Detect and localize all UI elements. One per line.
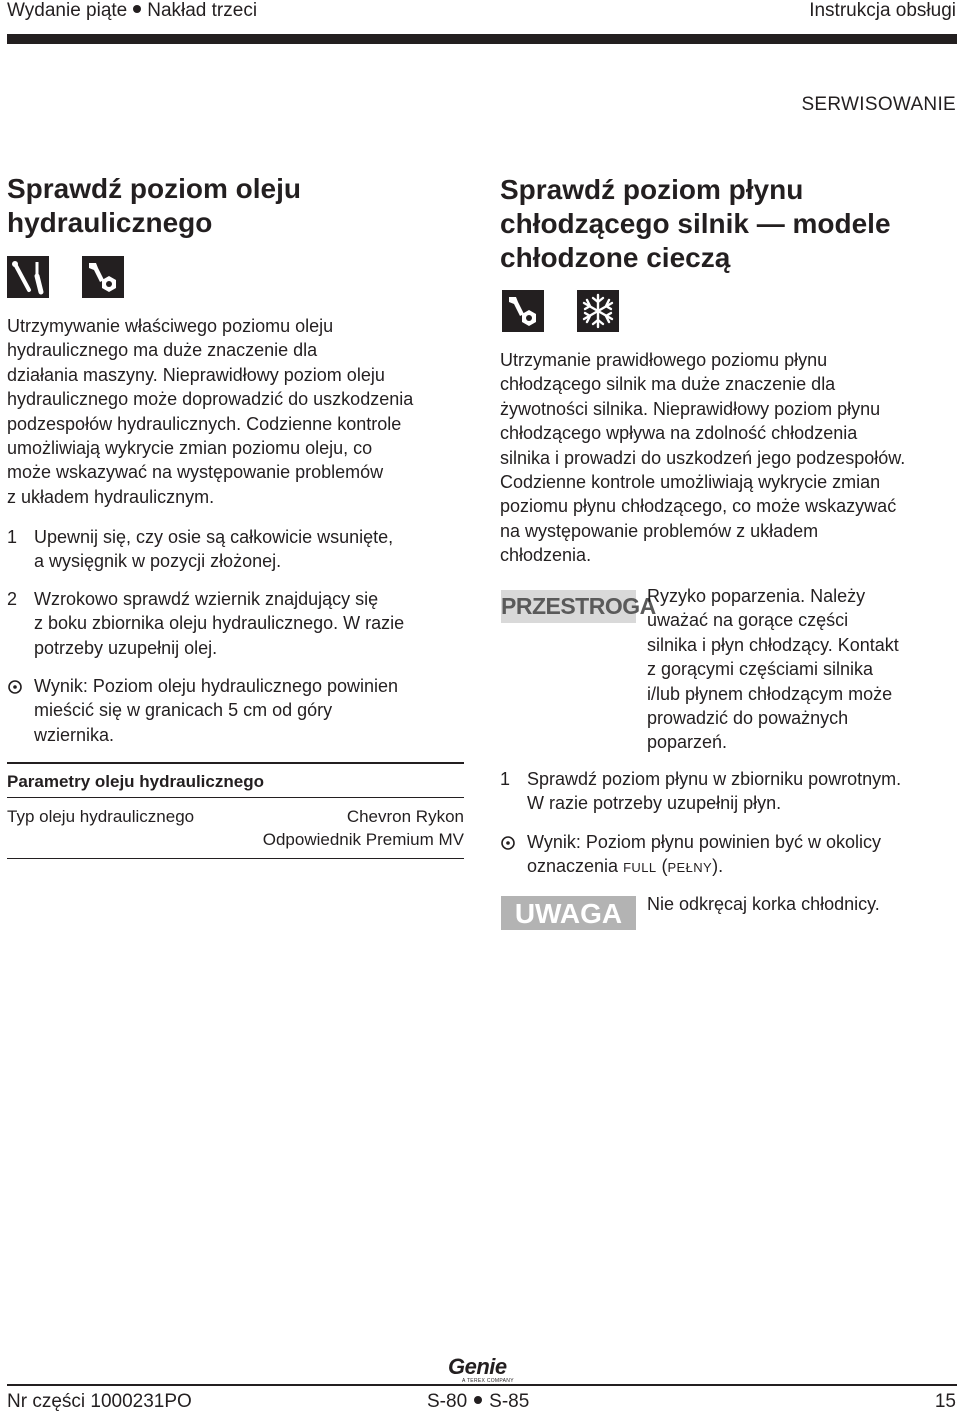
result-icon xyxy=(500,833,516,857)
edition-text: Wydanie piąte xyxy=(7,0,128,21)
intro-line: silnika i prowadzi do uszkodzeń jego podzespołów. xyxy=(500,447,906,468)
footer-models xyxy=(427,1391,529,1413)
model-text: S-85 xyxy=(489,1391,530,1412)
right-title-line: chłodzone cieczą xyxy=(500,242,731,273)
full-mark: FULL xyxy=(623,860,657,876)
step-line: Upewnij się, czy osie są całkowicie wsunięte, xyxy=(34,527,394,547)
intro-line: podzespołów hydraulicznych. Codzienne kontrole xyxy=(7,413,402,434)
intro-line: żywotności silnika. Nieprawidłowy poziom płynu xyxy=(500,398,881,419)
bullet-icon xyxy=(474,1396,482,1404)
result-line xyxy=(527,854,959,880)
table-row-label: Typ oleju hydraulicznego xyxy=(7,807,195,826)
intro-line: Utrzymywanie właściwego poziomu oleju xyxy=(7,316,334,336)
step-number: 2 xyxy=(7,589,18,609)
table-row-value xyxy=(214,805,464,851)
genie-logo xyxy=(448,1356,518,1386)
notice-text: Nie odkręcaj korka chłodnicy. xyxy=(647,894,880,914)
left-step-1 xyxy=(7,525,477,574)
step-line: Wzrokowo sprawdź wziernik znajdujący się xyxy=(34,589,379,609)
wrench-nut-icon xyxy=(82,256,124,298)
table-top-rule xyxy=(7,762,464,764)
intro-line: może wskazywać na występowanie problemów xyxy=(7,462,384,483)
pelny-mark: PEŁNY xyxy=(667,860,713,876)
result-line: wziernika. xyxy=(34,724,115,745)
caution-line: i/lub płynem chłodzącym może xyxy=(647,683,893,704)
step-line: potrzeby uzupełnij olej. xyxy=(34,637,218,658)
left-intro xyxy=(7,314,477,509)
result-line: Wynik: Poziom płynu powinien być w okolicy xyxy=(527,832,881,852)
right-intro xyxy=(500,348,960,568)
table-value-line: Odpowiednik Premium MV xyxy=(262,830,464,849)
print-text: Nakład trzeci xyxy=(147,0,258,21)
bullet-icon xyxy=(133,5,141,13)
step-number: 1 xyxy=(7,527,18,547)
left-result xyxy=(7,674,477,747)
intro-line: chłodzącego wpływa na zdolność chłodzenia xyxy=(500,423,858,444)
page-number: 15 xyxy=(934,1391,956,1412)
step-line: a wysięgnik w pozycji złożonej. xyxy=(34,551,282,572)
header-rule xyxy=(7,34,957,44)
table-bottom-rule xyxy=(7,858,464,859)
intro-line: poziomu płynu chłodzącego, co może wskazywać xyxy=(500,496,897,517)
table-value-line: Chevron Rykon xyxy=(346,807,464,826)
step-line: W razie potrzeby uzupełnij płyn. xyxy=(527,793,782,814)
result-text: ). xyxy=(712,856,724,877)
model-text: S-80 xyxy=(427,1391,468,1412)
table-title: Parametry oleju hydraulicznego xyxy=(7,772,264,791)
result-line: Wynik: Poziom oleju hydraulicznego powinien xyxy=(34,676,399,696)
snowflake-icon xyxy=(577,290,619,332)
intro-line: chłodzącego silnik ma duże znaczenie dla xyxy=(500,374,836,395)
right-title-line: Sprawdź poziom płynu xyxy=(500,174,804,205)
intro-line: działania maszyny. Nieprawidłowy poziom oleju xyxy=(7,364,385,385)
intro-line: hydraulicznego ma duże znaczenie dla xyxy=(7,340,318,361)
intro-line: z układem hydraulicznym. xyxy=(7,486,215,507)
caution-line: uważać na gorące części xyxy=(647,610,849,631)
left-title-line: hydraulicznego xyxy=(7,207,213,238)
left-title-line: Sprawdź poziom oleju xyxy=(7,173,302,204)
step-number: 1 xyxy=(500,769,511,789)
result-text: ( xyxy=(656,856,668,877)
intro-line: hydraulicznego może doprowadzić do uszkodzenia xyxy=(7,389,414,410)
caution-line: prowadzić do poważnych xyxy=(647,708,849,729)
intro-line: Codzienne kontrole umożliwiają wykrycie zmian xyxy=(500,472,881,493)
notice-badge: UWAGA xyxy=(501,896,636,930)
right-title xyxy=(500,173,956,275)
result-text: oznaczenia xyxy=(527,856,624,877)
caution-line: z gorącymi częściami silnika xyxy=(647,659,874,680)
left-title xyxy=(7,172,477,240)
footer-part: Nr części 1000231PO xyxy=(7,1391,192,1412)
intro-line: na występowanie problemów z układem xyxy=(500,520,819,541)
step-line: z boku zbiornika oleju hydraulicznego. W razie xyxy=(34,613,405,634)
intro-line: umożliwiają wykrycie zmian poziomu oleju, co xyxy=(7,438,373,459)
footer-rule xyxy=(7,1384,957,1386)
caution-line: Ryzyko poparzenia. Należy xyxy=(647,586,866,606)
caution-line: silnika i płyn chłodzący. Kontakt xyxy=(647,634,899,655)
section-title: SERWISOWANIE xyxy=(801,94,956,115)
intro-line: chłodzenia. xyxy=(500,545,592,566)
table-header-rule xyxy=(7,797,464,798)
right-title-line: chłodzącego silnik — modele xyxy=(500,208,891,239)
result-icon xyxy=(7,677,23,701)
step-line: Sprawdź poziom płynu w zbiorniku powrotnym. xyxy=(527,769,902,789)
left-step-2 xyxy=(7,587,477,660)
result-line: mieścić się w granicach 5 cm od góry xyxy=(34,700,333,721)
wrench-nut-icon xyxy=(502,290,544,332)
right-result xyxy=(500,830,959,881)
tools-icon xyxy=(7,256,49,298)
caution-text xyxy=(647,584,959,755)
caution-line: poparzeń. xyxy=(647,732,728,753)
header-edition xyxy=(7,0,257,22)
logo-subtext: A TEREX COMPANY xyxy=(462,1378,514,1384)
caution-badge: PRZESTROGA xyxy=(501,590,636,623)
right-step-1 xyxy=(500,767,959,816)
header-manual: Instrukcja obsługi xyxy=(809,0,956,21)
intro-line: Utrzymanie prawidłowego poziomu płynu xyxy=(500,350,828,370)
logo-text: Genie xyxy=(448,1354,507,1379)
